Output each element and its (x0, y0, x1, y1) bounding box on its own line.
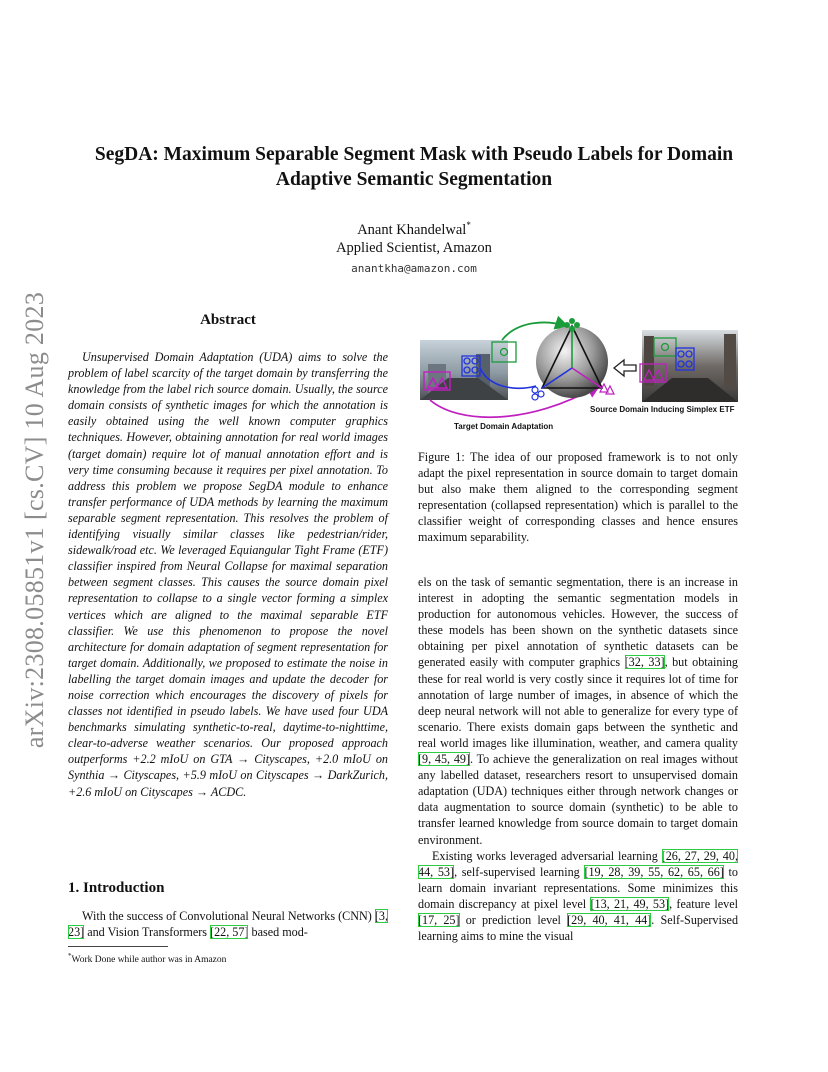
title-line-1: SegDA: Maximum Separable Segment Mask with Pseudo Labels for Domain (94, 144, 734, 165)
figure-1 (418, 316, 740, 434)
abstract-body (68, 349, 388, 800)
author-footnote-mark: * (466, 220, 471, 230)
paragraph-text: . To achieve the generalization on real images without any labelled dataset, researchers resort to unsupervised domain adaptation (UDA) techniques either through network changes or data augmentation to source domain (synthetic) to be able to transfer learned knowledge from source domain to target domain environment. (418, 752, 739, 847)
citation-link[interactable]: [17, 25] (418, 912, 460, 927)
citation-link[interactable]: [13, 21, 49, 53] (590, 896, 670, 911)
paragraph-text: els on the task of semantic segmentation, there is an increase in interest in adopting the semantic segmentation models in production for autonomous vehicles. However, the success of these models has been shown on the synthetic datasets since obtaining per pixel annotation of synthetic datasets can be generated easily with computer graphics (418, 575, 738, 670)
citation-link[interactable]: [22, 57] (210, 925, 249, 940)
introduction-body (68, 908, 388, 940)
right-column-body (418, 574, 738, 944)
paragraph-text: or prediction level (459, 912, 568, 927)
intro-paragraph (68, 908, 388, 940)
paragraph-text: Existing works leveraged adversarial learning (432, 848, 662, 863)
footnote-text: Work Done while author was in Amazon (71, 955, 227, 966)
figure-1-caption: Figure 1: The idea of our proposed framework is to not only adapt the pixel representation in source domain to target domain but also make them aligned to the corresponding segment representation (collapsed representation) which is parallel to the classifier weight of corresponding classes and hence ensures maximum separability. (418, 450, 738, 545)
arxiv-stamp (20, 282, 50, 758)
abstract-heading: Abstract (200, 312, 256, 328)
citation-link[interactable]: [19, 28, 39, 55, 62, 65, 66] (584, 864, 724, 879)
citation-link[interactable]: [26, 27, 29, 40, 44, 53] (418, 848, 738, 879)
author-line (0, 220, 828, 239)
paragraph-text: . Self-Supervised learning aims to mine the visual (418, 912, 739, 944)
intro-text: With the success of Convolutional Neural Networks (CNN) (82, 909, 375, 923)
citation-link[interactable]: [9, 45, 49] (418, 752, 471, 767)
abstract-paragraph: Unsupervised Domain Adaptation (UDA) aims to solve the problem of label scarcity of the target domain by transferring the knowledge from the label rich source domain. Usually, the source domain consists of synthetic images for which the annotation is easily obtained using the well known computer graphics techniques. However, obtaining annotation for real world images (target domain) require lot of manual annotation effort and is very time consuming because it requires per pixel annotation. To address this problem we propose SegDA module to enhance transfer performance of UDA methods by learning the maximum separable segment representation. This resolves the problem of identifying visually similar classes like pedestrian/rider, sidewalk/road etc. We leveraged Equiangular Tight Frame (ETF) classifier inspired from Neural Collapse for maximal separation between segment classes. This causes the source domain pixel representation to collapse to a single vector forming a simplex vertices which are aligned to the maximal separable ETF classifier. We use this phenomenon to propose the novel architecture for domain adaptation of segment representation for target domain. Additionally, we proposed to estimate the noise in labelling the target domain images and update the decoder for noise correction which encourages the discovery of pixels for classes not identified in pseudo labels. We have used four UDA benchmarks simulating synthetic-to-real, daytime-to-nighttime, clear-to-adverse weather scenarios. Our proposed approach outperforms +2.2 mIoU on GTA → Cityscapes, +2.0 mIoU on Synthia → Cityscapes, +5.9 mIoU on Cityscapes → DarkZurich, +2.6 mIoU on Cityscapes → ACDC. (68, 350, 388, 799)
affiliation: Applied Scientist, Amazon (336, 240, 492, 256)
paragraph (418, 574, 738, 848)
citation-link[interactable]: [32, 33] (624, 655, 665, 670)
label-target-domain: Target Domain Adaptation (454, 422, 554, 431)
introduction-heading: 1. Introduction (68, 880, 165, 896)
figure-1-graphic (418, 316, 740, 434)
intro-text: based mod- (248, 925, 308, 940)
footnote (68, 952, 226, 965)
paper-title (70, 142, 758, 192)
footnote-rule (68, 946, 168, 947)
intro-text: and Vision Transformers (84, 925, 211, 940)
citation-link[interactable]: [3, 23] (68, 909, 389, 940)
title-line-2: Adaptive Semantic Segmentation (275, 169, 553, 190)
author-email[interactable]: anantkha@amazon.com (351, 262, 477, 275)
paragraph-text: , feature level (669, 896, 738, 911)
label-source-domain: Source Domain Inducing Simplex ETF (590, 405, 735, 414)
paragraph (418, 848, 738, 945)
paragraph-text: , self-supervised learning (454, 864, 585, 879)
author-name: Anant Khandelwal (357, 221, 467, 238)
arxiv-id: arXiv:2308.05851v1 [cs.CV] 10 Aug 2023 (20, 291, 49, 749)
citation-link[interactable]: [29, 40, 41, 44] (567, 912, 652, 927)
paragraph-text: to learn domain invariant representations. Some minimizes this domain discrepancy at pixel level (418, 864, 738, 911)
footnote-mark: * (68, 952, 72, 960)
paragraph-text: , but obtaining these for real world is very costly since it requires lot of time for annotation of large number of images, in absence of which the deep neural network will not able to generalize for every type of scenario. There exists domain gaps between the synthetic and real world images like illumination, weather, and camera quality (418, 655, 738, 750)
